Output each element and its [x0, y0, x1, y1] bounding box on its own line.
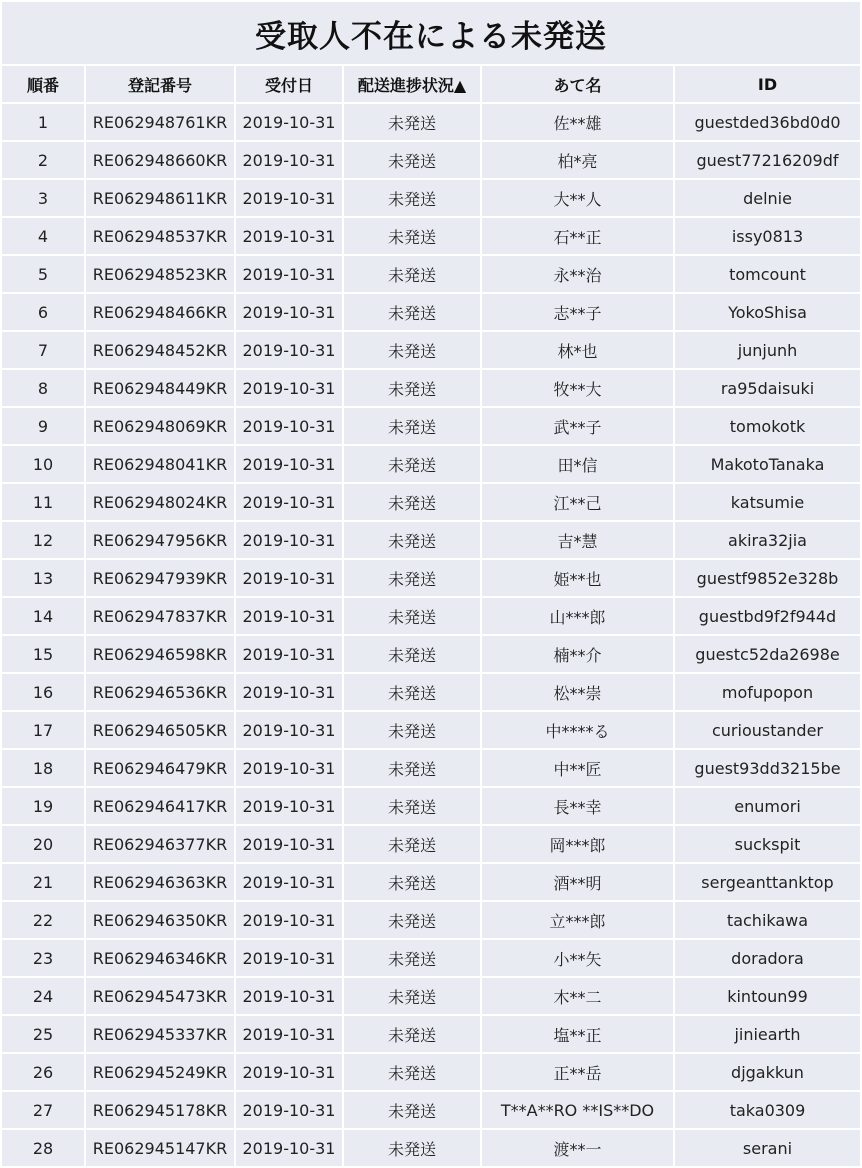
cell-registration-number: RE062945178KR: [86, 1092, 234, 1128]
cell-delivery-status: 未発送: [344, 674, 480, 710]
cell-delivery-status: 未発送: [344, 104, 480, 140]
cell-registration-number: RE062947956KR: [86, 522, 234, 558]
cell-received-date: 2019-10-31: [236, 826, 342, 862]
table-row: [2, 370, 860, 406]
cell-received-date: 2019-10-31: [236, 218, 342, 254]
cell-addressee: 岡***郎: [482, 826, 673, 862]
cell-id: guestded36bd0d0: [675, 104, 860, 140]
cell-received-date: 2019-10-31: [236, 484, 342, 520]
table-row: [2, 522, 860, 558]
cell-id: sergeanttanktop: [675, 864, 860, 900]
cell-received-date: 2019-10-31: [236, 598, 342, 634]
cell-received-date: 2019-10-31: [236, 1054, 342, 1090]
cell-id: suckspit: [675, 826, 860, 862]
cell-addressee: 塩**正: [482, 1016, 673, 1052]
cell-id: tomcount: [675, 256, 860, 292]
cell-order: 2: [2, 142, 84, 178]
cell-id: issy0813: [675, 218, 860, 254]
column-header-received-date[interactable]: 受付日: [236, 66, 342, 102]
shipment-table: [0, 64, 862, 1168]
table-row: [2, 446, 860, 482]
cell-addressee: 長**幸: [482, 788, 673, 824]
cell-received-date: 2019-10-31: [236, 712, 342, 748]
cell-received-date: 2019-10-31: [236, 940, 342, 976]
cell-order: 15: [2, 636, 84, 672]
cell-delivery-status: 未発送: [344, 256, 480, 292]
cell-received-date: 2019-10-31: [236, 522, 342, 558]
cell-delivery-status: 未発送: [344, 294, 480, 330]
title-bar: [2, 2, 860, 64]
table-row: [2, 750, 860, 786]
cell-delivery-status: 未発送: [344, 1054, 480, 1090]
cell-id: guestf9852e328b: [675, 560, 860, 596]
column-header-addressee[interactable]: あて名: [482, 66, 673, 102]
cell-delivery-status: 未発送: [344, 332, 480, 368]
cell-delivery-status: 未発送: [344, 826, 480, 862]
cell-addressee: 姫**也: [482, 560, 673, 596]
cell-received-date: 2019-10-31: [236, 332, 342, 368]
column-header-registration-number[interactable]: 登記番号: [86, 66, 234, 102]
cell-addressee: 柏*亮: [482, 142, 673, 178]
table-row: [2, 1016, 860, 1052]
cell-id: doradora: [675, 940, 860, 976]
cell-received-date: 2019-10-31: [236, 104, 342, 140]
cell-addressee: 佐**雄: [482, 104, 673, 140]
cell-id: tachikawa: [675, 902, 860, 938]
cell-id: MakotoTanaka: [675, 446, 860, 482]
cell-order: 12: [2, 522, 84, 558]
cell-order: 19: [2, 788, 84, 824]
cell-addressee: 松**崇: [482, 674, 673, 710]
cell-addressee: 牧**大: [482, 370, 673, 406]
cell-order: 18: [2, 750, 84, 786]
cell-delivery-status: 未発送: [344, 712, 480, 748]
cell-registration-number: RE062946350KR: [86, 902, 234, 938]
cell-delivery-status: 未発送: [344, 788, 480, 824]
cell-id: akira32jia: [675, 522, 860, 558]
table-row: [2, 180, 860, 216]
cell-registration-number: RE062948523KR: [86, 256, 234, 292]
table-row: [2, 598, 860, 634]
cell-registration-number: RE062946417KR: [86, 788, 234, 824]
table-row: [2, 1054, 860, 1090]
cell-order: 20: [2, 826, 84, 862]
cell-id: curioustander: [675, 712, 860, 748]
column-header-id[interactable]: ID: [675, 66, 860, 102]
cell-delivery-status: 未発送: [344, 1092, 480, 1128]
cell-order: 14: [2, 598, 84, 634]
cell-order: 9: [2, 408, 84, 444]
cell-order: 7: [2, 332, 84, 368]
cell-id: katsumie: [675, 484, 860, 520]
cell-delivery-status: 未発送: [344, 1016, 480, 1052]
table-row: [2, 560, 860, 596]
cell-addressee: T**A**RO **IS**DO: [482, 1092, 673, 1128]
cell-received-date: 2019-10-31: [236, 1016, 342, 1052]
cell-delivery-status: 未発送: [344, 864, 480, 900]
cell-delivery-status: 未発送: [344, 370, 480, 406]
cell-registration-number: RE062948449KR: [86, 370, 234, 406]
cell-received-date: 2019-10-31: [236, 1130, 342, 1166]
cell-registration-number: RE062945249KR: [86, 1054, 234, 1090]
cell-order: 11: [2, 484, 84, 520]
cell-order: 16: [2, 674, 84, 710]
cell-received-date: 2019-10-31: [236, 560, 342, 596]
cell-order: 8: [2, 370, 84, 406]
cell-order: 28: [2, 1130, 84, 1166]
cell-order: 22: [2, 902, 84, 938]
cell-delivery-status: 未発送: [344, 940, 480, 976]
cell-id: serani: [675, 1130, 860, 1166]
cell-id: tomokotk: [675, 408, 860, 444]
cell-registration-number: RE062947837KR: [86, 598, 234, 634]
cell-order: 1: [2, 104, 84, 140]
cell-received-date: 2019-10-31: [236, 446, 342, 482]
cell-addressee: 木**二: [482, 978, 673, 1014]
cell-registration-number: RE062948466KR: [86, 294, 234, 330]
cell-addressee: 永**治: [482, 256, 673, 292]
table-row: [2, 408, 860, 444]
cell-addressee: 武**子: [482, 408, 673, 444]
cell-order: 17: [2, 712, 84, 748]
cell-registration-number: RE062946536KR: [86, 674, 234, 710]
table-row: [2, 484, 860, 520]
cell-addressee: 江**己: [482, 484, 673, 520]
cell-order: 10: [2, 446, 84, 482]
cell-received-date: 2019-10-31: [236, 1092, 342, 1128]
cell-registration-number: RE062948069KR: [86, 408, 234, 444]
table-row: [2, 788, 860, 824]
table-row: [2, 256, 860, 292]
cell-received-date: 2019-10-31: [236, 788, 342, 824]
header-row: [2, 66, 860, 102]
cell-order: 6: [2, 294, 84, 330]
cell-addressee: 大**人: [482, 180, 673, 216]
cell-registration-number: RE062945337KR: [86, 1016, 234, 1052]
cell-delivery-status: 未発送: [344, 1130, 480, 1166]
cell-registration-number: RE062946598KR: [86, 636, 234, 672]
table-row: [2, 1130, 860, 1166]
cell-addressee: 林*也: [482, 332, 673, 368]
cell-registration-number: RE062946346KR: [86, 940, 234, 976]
cell-order: 25: [2, 1016, 84, 1052]
cell-id: mofupopon: [675, 674, 860, 710]
table-row: [2, 636, 860, 672]
cell-registration-number: RE062946377KR: [86, 826, 234, 862]
cell-order: 26: [2, 1054, 84, 1090]
table-body: [2, 104, 860, 1166]
cell-delivery-status: 未発送: [344, 446, 480, 482]
cell-received-date: 2019-10-31: [236, 750, 342, 786]
table-row: [2, 332, 860, 368]
cell-registration-number: RE062946505KR: [86, 712, 234, 748]
table-row: [2, 218, 860, 254]
column-header-delivery-status[interactable]: 配送進捗状況▲: [344, 66, 480, 102]
cell-registration-number: RE062947939KR: [86, 560, 234, 596]
cell-delivery-status: 未発送: [344, 750, 480, 786]
cell-registration-number: RE062945147KR: [86, 1130, 234, 1166]
table-row: [2, 826, 860, 862]
cell-registration-number: RE062948024KR: [86, 484, 234, 520]
cell-delivery-status: 未発送: [344, 636, 480, 672]
cell-id: jiniearth: [675, 1016, 860, 1052]
cell-id: guest93dd3215be: [675, 750, 860, 786]
cell-addressee: 志**子: [482, 294, 673, 330]
cell-delivery-status: 未発送: [344, 142, 480, 178]
cell-addressee: 山***郎: [482, 598, 673, 634]
cell-order: 4: [2, 218, 84, 254]
cell-id: enumori: [675, 788, 860, 824]
table-row: [2, 104, 860, 140]
cell-delivery-status: 未発送: [344, 408, 480, 444]
cell-order: 5: [2, 256, 84, 292]
cell-addressee: 立***郎: [482, 902, 673, 938]
cell-received-date: 2019-10-31: [236, 180, 342, 216]
table-row: [2, 1092, 860, 1128]
cell-order: 3: [2, 180, 84, 216]
cell-registration-number: RE062948537KR: [86, 218, 234, 254]
cell-id: guest77216209df: [675, 142, 860, 178]
cell-addressee: 渡**一: [482, 1130, 673, 1166]
cell-received-date: 2019-10-31: [236, 370, 342, 406]
cell-id: YokoShisa: [675, 294, 860, 330]
table-row: [2, 674, 860, 710]
cell-addressee: 小**矢: [482, 940, 673, 976]
cell-registration-number: RE062948611KR: [86, 180, 234, 216]
cell-delivery-status: 未発送: [344, 484, 480, 520]
cell-registration-number: RE062948761KR: [86, 104, 234, 140]
table-row: [2, 142, 860, 178]
cell-delivery-status: 未発送: [344, 218, 480, 254]
cell-registration-number: RE062948452KR: [86, 332, 234, 368]
cell-registration-number: RE062946363KR: [86, 864, 234, 900]
cell-addressee: 田*信: [482, 446, 673, 482]
cell-id: delnie: [675, 180, 860, 216]
table-row: [2, 864, 860, 900]
cell-order: 27: [2, 1092, 84, 1128]
page-title: 受取人不在による未発送: [255, 18, 607, 55]
cell-id: djgakkun: [675, 1054, 860, 1090]
cell-received-date: 2019-10-31: [236, 978, 342, 1014]
cell-order: 21: [2, 864, 84, 900]
table-row: [2, 978, 860, 1014]
cell-delivery-status: 未発送: [344, 522, 480, 558]
cell-id: guestc52da2698e: [675, 636, 860, 672]
cell-id: ra95daisuki: [675, 370, 860, 406]
cell-registration-number: RE062945473KR: [86, 978, 234, 1014]
table-row: [2, 940, 860, 976]
cell-received-date: 2019-10-31: [236, 142, 342, 178]
cell-addressee: 中****る: [482, 712, 673, 748]
cell-registration-number: RE062948660KR: [86, 142, 234, 178]
cell-id: kintoun99: [675, 978, 860, 1014]
cell-received-date: 2019-10-31: [236, 408, 342, 444]
cell-id: guestbd9f2f944d: [675, 598, 860, 634]
cell-registration-number: RE062948041KR: [86, 446, 234, 482]
cell-delivery-status: 未発送: [344, 598, 480, 634]
cell-addressee: 酒**明: [482, 864, 673, 900]
cell-received-date: 2019-10-31: [236, 256, 342, 292]
cell-id: taka0309: [675, 1092, 860, 1128]
cell-registration-number: RE062946479KR: [86, 750, 234, 786]
cell-addressee: 吉*慧: [482, 522, 673, 558]
cell-delivery-status: 未発送: [344, 560, 480, 596]
cell-received-date: 2019-10-31: [236, 294, 342, 330]
cell-addressee: 正**岳: [482, 1054, 673, 1090]
table-row: [2, 902, 860, 938]
cell-delivery-status: 未発送: [344, 902, 480, 938]
cell-addressee: 中**匠: [482, 750, 673, 786]
column-header-order[interactable]: 順番: [2, 66, 84, 102]
cell-delivery-status: 未発送: [344, 978, 480, 1014]
cell-received-date: 2019-10-31: [236, 674, 342, 710]
cell-order: 13: [2, 560, 84, 596]
table-row: [2, 712, 860, 748]
cell-delivery-status: 未発送: [344, 180, 480, 216]
cell-addressee: 楠**介: [482, 636, 673, 672]
table-row: [2, 294, 860, 330]
cell-id: junjunh: [675, 332, 860, 368]
cell-received-date: 2019-10-31: [236, 864, 342, 900]
cell-received-date: 2019-10-31: [236, 636, 342, 672]
cell-order: 23: [2, 940, 84, 976]
cell-order: 24: [2, 978, 84, 1014]
cell-received-date: 2019-10-31: [236, 902, 342, 938]
cell-addressee: 石**正: [482, 218, 673, 254]
